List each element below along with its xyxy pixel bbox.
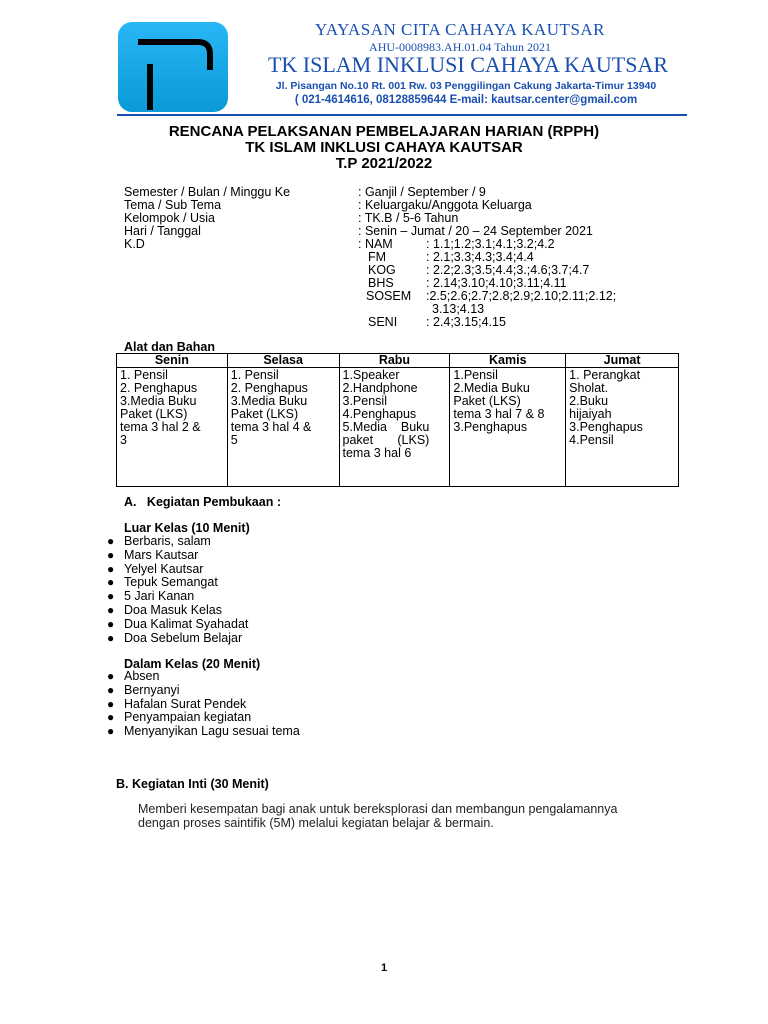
alat-bahan-table — [116, 353, 679, 487]
kd-key-nam: : NAM — [358, 237, 393, 251]
bullet-icon: ● — [107, 575, 115, 590]
cell-line: 4.Penghapus — [342, 407, 417, 421]
kd-value-kog: : 2.2;2.3;3.5;4.4;3.;4.6;3.7;4.7 — [426, 263, 590, 277]
doc-title-line3: T.P 2021/2022 — [335, 155, 433, 172]
school-logo — [118, 22, 228, 112]
list-item — [107, 616, 249, 632]
header-jumat: Jumat — [566, 354, 679, 368]
list-item-text: Doa Masuk Kelas — [124, 602, 222, 617]
bullet-icon: ● — [107, 630, 115, 645]
cell-line: paket (LKS) — [342, 433, 430, 447]
school-contact: ( 021-4614616, 08128859644 E-mail: kautsar.center@gmail.com — [294, 94, 638, 106]
kd-key-sosem: SOSEM — [366, 289, 412, 303]
cell-line: 3.Media Buku — [230, 394, 308, 408]
semester-value: : Ganjil / September / 9 — [358, 185, 486, 199]
cell-line: 1. Pensil — [230, 368, 279, 382]
list-item-text: Dua Kalimat Syahadat — [124, 616, 249, 631]
header-rabu: Rabu — [339, 354, 450, 368]
cell-line: tema 3 hal 7 & 8 — [453, 407, 545, 421]
kd-value-bhs: : 2.14;3.10;4.10;3.11;4.11 — [426, 276, 567, 290]
cell-line: tema 3 hal 4 & — [230, 420, 312, 434]
list-item — [107, 696, 300, 712]
cell-line: Paket (LKS) — [230, 407, 299, 421]
hari-value: : Senin – Jumat / 20 – 24 September 2021 — [358, 224, 593, 238]
bullet-icon: ● — [107, 602, 115, 617]
alat-heading: Alat dan Bahan — [124, 340, 215, 354]
bullet-icon: ● — [107, 682, 115, 697]
cell-line: 3 — [120, 433, 127, 447]
table-header-row — [117, 354, 679, 368]
luar-kelas-list — [107, 534, 249, 645]
cell-line: 2.Buku — [569, 394, 609, 408]
page-number: 1 — [380, 962, 388, 974]
list-item-text: Absen — [124, 669, 160, 683]
kd-value-seni: : 2.4;3.15;4.15 — [426, 315, 506, 329]
header-divider — [117, 114, 687, 116]
kd-key-fm: FM — [368, 250, 387, 264]
bullet-icon: ● — [107, 547, 115, 562]
kd-key-bhs: BHS — [368, 276, 394, 290]
list-item — [107, 669, 300, 684]
kelompok-value: : TK.B / 5-6 Tahun — [358, 211, 459, 225]
list-item — [107, 602, 248, 618]
inti-heading: B. Kegiatan Inti (30 Menit) — [116, 777, 269, 791]
kd-label: K.D — [124, 237, 145, 251]
logo-letter-icon — [118, 22, 228, 112]
cell-line: 2.Handphone — [342, 381, 418, 395]
cell-jumat — [566, 368, 679, 487]
cell-line: 5.Media Buku — [342, 420, 430, 434]
cell-line: Sholat. — [569, 381, 609, 395]
luar-kelas-heading: Luar Kelas (10 Menit) — [124, 521, 250, 535]
kelompok-label: Kelompok / Usia — [124, 211, 216, 225]
cell-line: 1.Pensil — [453, 368, 498, 382]
header-kamis: Kamis — [450, 354, 566, 368]
registration-number: AHU-0008983.AH.01.04 Tahun 2021 — [369, 40, 551, 54]
cell-line: 4.Pensil — [569, 433, 614, 447]
cell-line: 5 — [230, 433, 238, 447]
school-address: Jl. Pisangan No.10 Rt. 001 Rw. 03 Penggilingan Cakung Jakarta-Timur 13940 — [275, 80, 657, 92]
tema-value: : Keluargaku/Anggota Keluarga — [358, 198, 532, 212]
cell-line: 3.Media Buku — [120, 394, 197, 408]
header-selasa: Selasa — [227, 354, 339, 368]
table-row — [117, 368, 679, 487]
bullet-icon: ● — [107, 696, 115, 711]
cell-line: 1.Speaker — [342, 368, 400, 382]
cell-line: 3.Penghapus — [569, 420, 643, 434]
doc-title-line1: RENCANA PELAKSANAN PEMBELAJARAN HARIAN (RPPH) — [168, 123, 600, 140]
list-item — [107, 534, 248, 549]
list-item — [107, 630, 248, 646]
bullet-icon: ● — [107, 669, 115, 683]
inti-line-1: Memberi kesempatan bagi anak untuk bereksplorasi dan membangun pengalamannya — [138, 802, 618, 816]
pembukaan-heading: A. Kegiatan Pembukaan : — [124, 495, 281, 509]
list-item-text: Menyanyikan Lagu sesuai tema — [124, 724, 300, 739]
kd-value-fm: : 2.1;3.3;4.3;3.4;4.4 — [426, 250, 534, 264]
bullet-icon: ● — [107, 589, 115, 604]
semester-label: Semester / Bulan / Minggu Ke — [124, 185, 291, 199]
kd-value-nam: : 1.1;1.2;3.1;4.1;3.2;4.2 — [426, 237, 555, 251]
list-item — [107, 682, 300, 698]
cell-line: 1. Perangkat — [569, 368, 641, 382]
kd-key-seni: SENI — [368, 315, 398, 329]
list-item — [107, 724, 300, 739]
cell-selasa — [227, 368, 339, 487]
school-name: TK ISLAM INKLUSI CAHAYA KAUTSAR — [267, 52, 669, 77]
cell-line: Paket (LKS) — [453, 394, 521, 408]
list-item-text: 5 Jari Kanan — [124, 589, 195, 604]
cell-line: 2. Penghapus — [120, 381, 198, 395]
foundation-name: YAYASAN CITA CAHAYA KAUTSAR — [314, 20, 606, 39]
bullet-icon: ● — [107, 616, 115, 631]
cell-line: hijaiyah — [569, 407, 612, 421]
inti-paragraph — [138, 802, 698, 830]
list-item-text: Bernyanyi — [124, 682, 180, 697]
cell-line: 1. Pensil — [120, 368, 168, 382]
list-item — [107, 547, 248, 563]
dalam-kelas-heading: Dalam Kelas (20 Menit) — [124, 657, 261, 671]
bullet-icon: ● — [107, 710, 115, 725]
list-item-text: Mars Kautsar — [124, 547, 199, 562]
cell-senin — [117, 368, 228, 487]
bullet-icon: ● — [107, 724, 115, 739]
list-item — [107, 561, 248, 577]
cell-kamis — [450, 368, 566, 487]
cell-line: 3.Penghapus — [453, 420, 528, 434]
hari-label: Hari / Tanggal — [124, 224, 201, 238]
kd-key-kog: KOG — [368, 263, 396, 277]
list-item-text: Penyampaian kegiatan — [124, 710, 252, 725]
cell-line: 2.Media Buku — [453, 381, 530, 395]
list-item-text: Tepuk Semangat — [124, 575, 218, 590]
doc-title-line2: TK ISLAM INKLUSI CAHAYA KAUTSAR — [245, 139, 523, 156]
list-item-text: Hafalan Surat Pendek — [124, 696, 247, 711]
cell-line: tema 3 hal 6 — [342, 446, 412, 460]
cell-line: 2. Penghapus — [230, 381, 308, 395]
inti-line-2: dengan proses saintifik (5M) melalui kegiatan belajar & bermain. — [138, 816, 494, 830]
list-item — [107, 575, 248, 590]
bullet-icon: ● — [107, 534, 115, 548]
list-item — [107, 589, 248, 604]
cell-line: 3.Pensil — [342, 394, 387, 408]
cell-line: Paket (LKS) — [120, 407, 188, 421]
list-item-text: Yelyel Kautsar — [124, 561, 204, 576]
kd-value-sosem: :2.5;2.6;2.7;2.8;2.9;2.10;2.11;2.12; — [426, 289, 617, 303]
cell-rabu — [339, 368, 450, 487]
list-item-text: Doa Sebelum Belajar — [124, 630, 243, 645]
bullet-icon: ● — [107, 561, 115, 576]
header-senin: Senin — [117, 354, 228, 368]
list-item-text: Berbaris, salam — [124, 534, 211, 548]
dalam-kelas-list — [107, 669, 300, 739]
kd-value-sosem-cont: 3.13;4.13 — [432, 302, 485, 316]
tema-label: Tema / Sub Tema — [124, 198, 222, 212]
cell-line: tema 3 hal 2 & — [120, 420, 201, 434]
list-item — [107, 710, 300, 725]
